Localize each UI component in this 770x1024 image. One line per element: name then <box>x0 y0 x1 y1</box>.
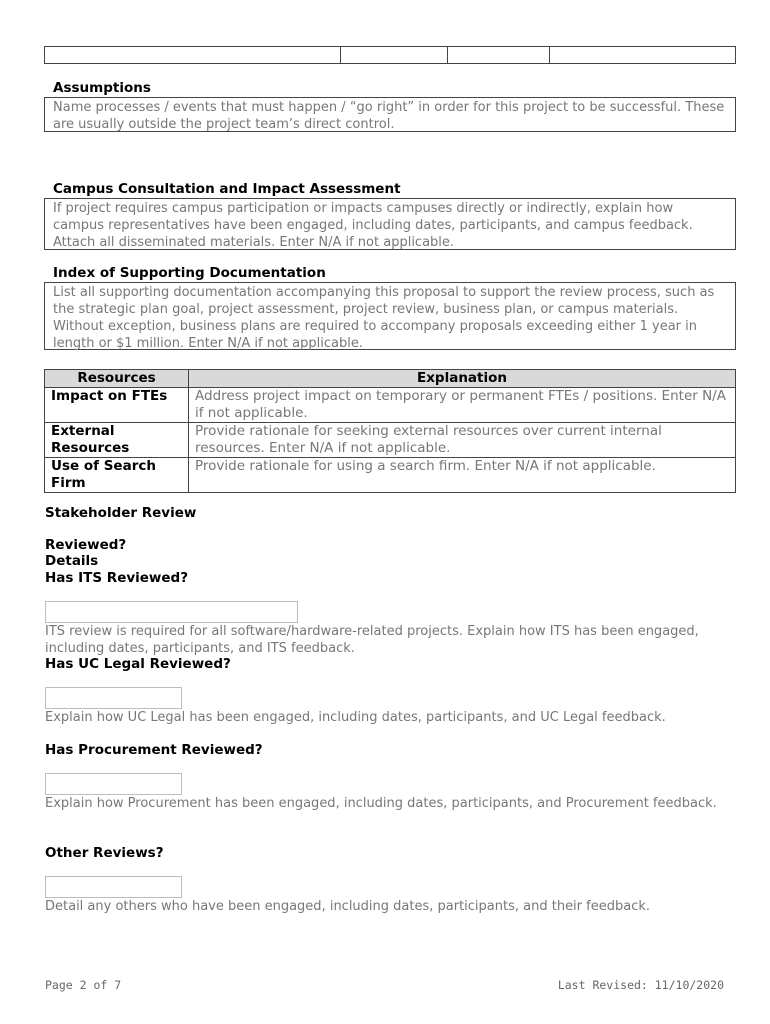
row-label-fte: Impact on FTEs <box>45 388 189 423</box>
other-help-text: Detail any others who have been engaged, including dates, participants, and their feedback. <box>45 899 651 914</box>
page-number: Page 2 of 7 <box>45 978 122 992</box>
row-explanation-external-resources[interactable]: Provide rationale for seeking external resources over current internal resources. Enter N/A if not applicable. <box>189 423 736 458</box>
reviewed-label: Reviewed? <box>45 537 127 553</box>
details-label: Details <box>45 553 99 569</box>
row-explanation-search-firm[interactable]: Provide rationale for using a search firm. Enter N/A if not applicable. <box>189 458 736 493</box>
legal-reviewed-label: Has UC Legal Reviewed? <box>45 656 231 672</box>
table-divider <box>549 47 550 63</box>
assumptions-field[interactable] <box>44 97 736 132</box>
table-header-row <box>45 370 736 388</box>
table-divider <box>447 47 448 63</box>
table-row <box>45 423 736 458</box>
table-row <box>45 388 736 423</box>
assumptions-instructions: Name processes / events that must happen / “go right” in order for this project to be successful. These are usually outside the project team’s direct control. <box>53 100 725 132</box>
stakeholder-review-heading: Stakeholder Review <box>45 505 197 521</box>
procurement-reviewed-dropdown[interactable] <box>45 773 182 795</box>
resources-column-header: Resources <box>45 370 189 388</box>
row-explanation-fte[interactable]: Address project impact on temporary or permanent FTEs / positions. Enter N/A if not applicable. <box>189 388 736 423</box>
campus-consultation-instructions: If project requires campus participation or impacts campuses directly or indirectly, explain how campus representatives have been engaged, including dates, participants, and campus feedback. Attach all disseminated materials. Enter N/A if not applicable. <box>53 201 693 250</box>
table-divider <box>340 47 341 63</box>
other-reviews-dropdown[interactable] <box>45 876 182 898</box>
index-docs-heading: Index of Supporting Documentation <box>53 265 326 281</box>
procurement-help-text: Explain how Procurement has been engaged, including dates, participants, and Procurement feedback. <box>45 796 717 811</box>
assumptions-heading: Assumptions <box>53 80 151 96</box>
table-row <box>45 458 736 493</box>
row-label-external-resources: External Resources <box>45 423 189 458</box>
previous-table-row <box>44 46 736 64</box>
its-reviewed-label: Has ITS Reviewed? <box>45 570 189 586</box>
index-docs-field[interactable] <box>44 282 736 350</box>
last-revised: Last Revised: 11/10/2020 <box>557 978 724 992</box>
index-docs-instructions: List all supporting documentation accompanying this proposal to support the review process, such as the strategic plan goal, project assessment, project review, business plan, or campus materials. Without exception, business plans are required to accompany proposals exceeding either 1 year in length or $1 million. Enter N/A if not applicable. <box>53 285 715 351</box>
its-reviewed-dropdown[interactable] <box>45 601 298 623</box>
legal-reviewed-dropdown[interactable] <box>45 687 182 709</box>
campus-consultation-heading: Campus Consultation and Impact Assessment <box>53 181 401 197</box>
legal-help-text: Explain how UC Legal has been engaged, including dates, participants, and UC Legal feedback. <box>45 710 666 725</box>
procurement-reviewed-label: Has Procurement Reviewed? <box>45 742 263 758</box>
explanation-column-header: Explanation <box>189 370 736 388</box>
resources-table <box>44 369 736 493</box>
row-label-search-firm: Use of Search Firm <box>45 458 189 493</box>
other-reviews-label: Other Reviews? <box>45 845 164 861</box>
campus-consultation-field[interactable] <box>44 198 736 250</box>
its-help-text: ITS review is required for all software/hardware-related projects. Explain how ITS has been engaged, including dates, participants, and ITS feedback. <box>45 624 699 656</box>
